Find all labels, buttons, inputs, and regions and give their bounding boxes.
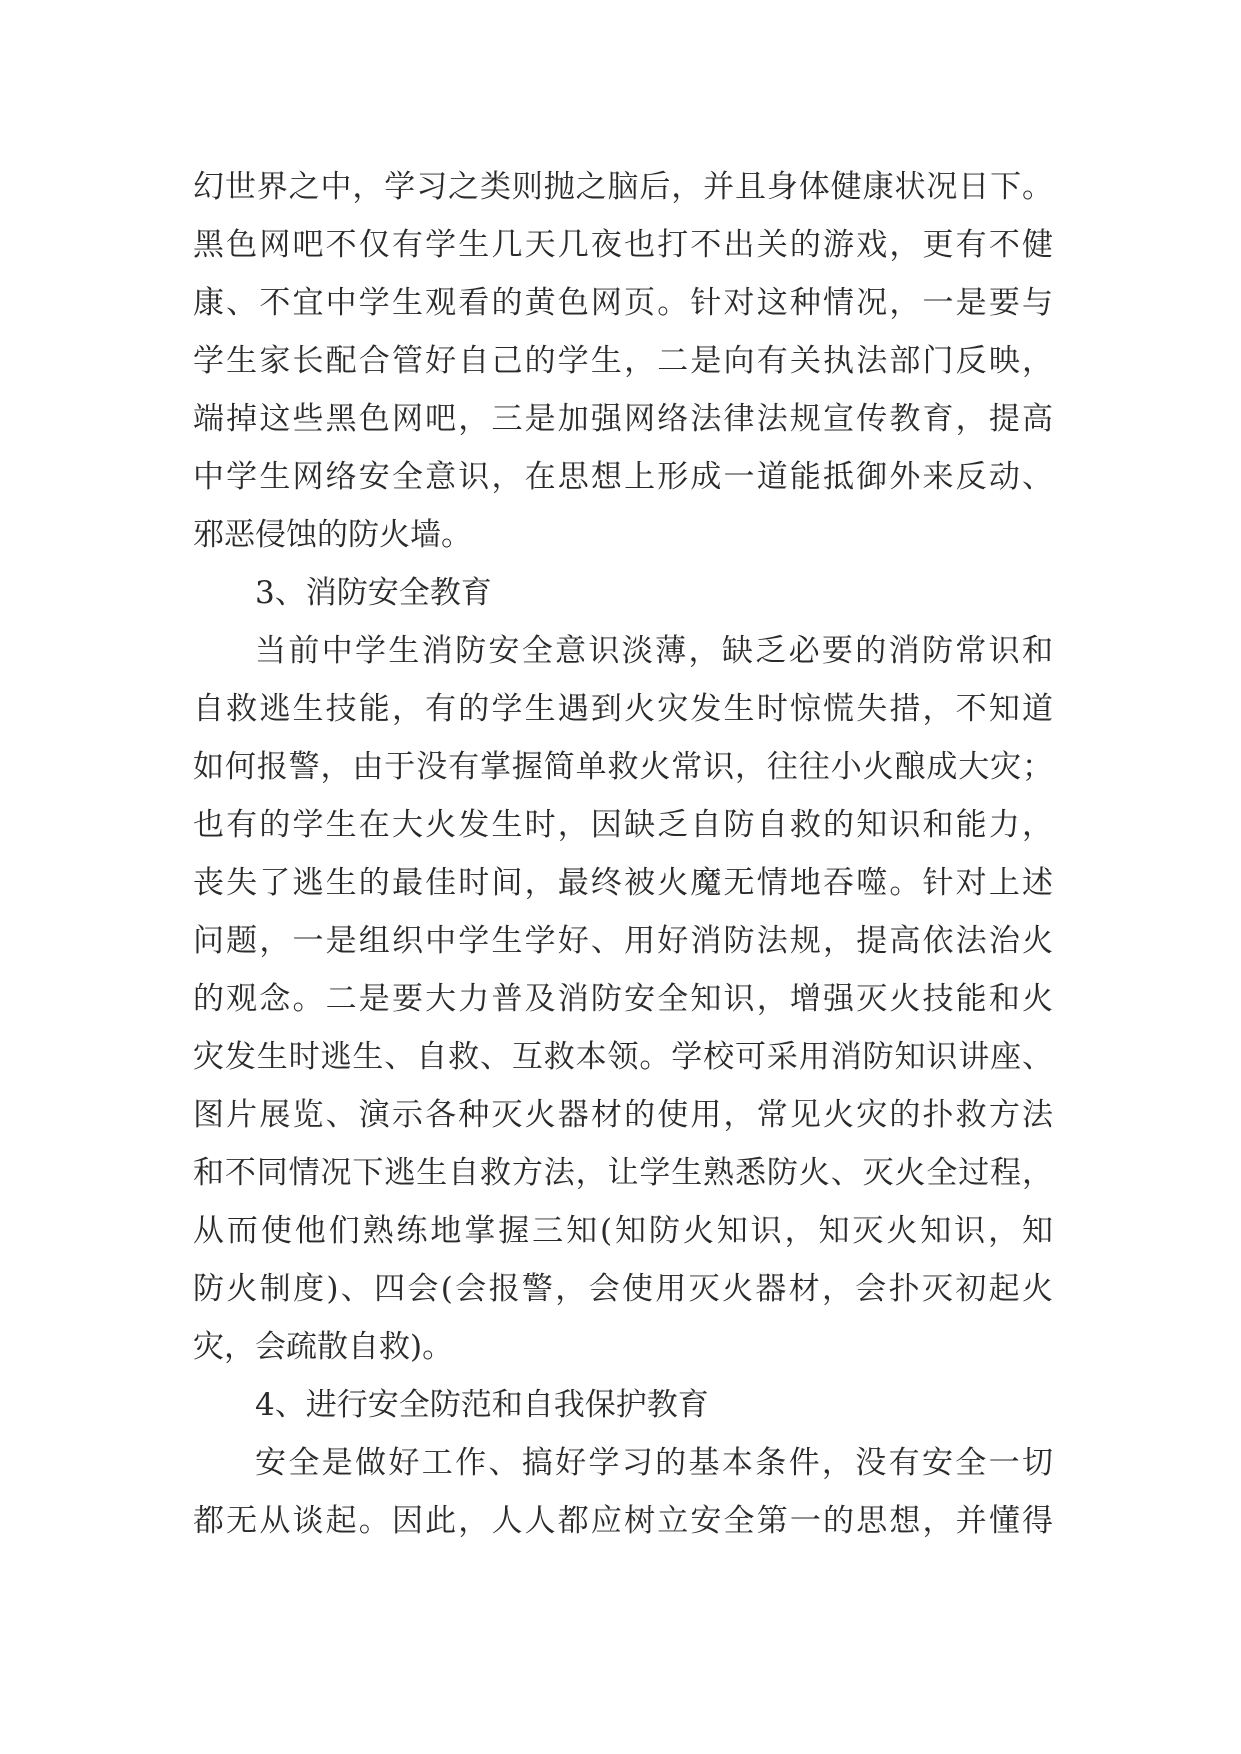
text-line: 端掉这些黑色网吧，三是加强网络法律法规宣传教育，提高 [193,401,1053,437]
text-line: 丧失了逃生的最佳时间，最终被火魔无情地吞噬。针对上述 [193,865,1053,901]
text-line: 当前中学生消防安全意识淡薄，缺乏必要的消防常识和 [255,633,1053,669]
text-line: 和不同情况下逃生自救方法，让学生熟悉防火、灭火全过程， [193,1155,1053,1191]
section-heading: 4、进行安全防范和自我保护教育 [255,1387,709,1423]
text-line: 中学生网络安全意识，在思想上形成一道能抵御外来反动、 [193,459,1053,495]
text-line: 图片展览、演示各种灭火器材的使用，常见火灾的扑救方法 [193,1097,1053,1133]
text-line: 康、不宜中学生观看的黄色网页。针对这种情况，一是要与 [193,285,1053,321]
text-line: 自救逃生技能，有的学生遇到火灾发生时惊慌失措，不知道 [193,691,1053,727]
text-line: 问题，一是组织中学生学好、用好消防法规，提高依法治火 [193,923,1053,959]
text-line: 灾，会疏散自救)。 [193,1329,454,1365]
document-body [193,158,1053,1550]
text-line: 黑色网吧不仅有学生几天几夜也打不出关的游戏，更有不健 [193,227,1053,263]
text-line: 如何报警，由于没有掌握简单救火常识，往往小火酿成大灾； [193,749,1053,785]
text-line: 安全是做好工作、搞好学习的基本条件，没有安全一切 [255,1445,1053,1481]
section-heading: 3、消防安全教育 [255,575,492,611]
text-line: 幻世界之中，学习之类则抛之脑后，并且身体健康状况日下。 [193,169,1053,205]
text-line: 从而使他们熟练地掌握三知(知防火知识，知灭火知识，知 [193,1213,1053,1249]
text-line: 都无从谈起。因此，人人都应树立安全第一的思想，并懂得 [193,1503,1053,1539]
text-line: 防火制度)、四会(会报警，会使用灭火器材，会扑灭初起火 [193,1271,1053,1307]
text-line: 灾发生时逃生、自救、互救本领。学校可采用消防知识讲座、 [193,1039,1053,1075]
text-line: 学生家长配合管好自己的学生，二是向有关执法部门反映， [193,343,1053,379]
text-line: 邪恶侵蚀的防火墙。 [193,517,472,553]
text-line: 的观念。二是要大力普及消防安全知识，增强灭火技能和火 [193,981,1053,1017]
text-line: 也有的学生在大火发生时，因缺乏自防自救的知识和能力， [193,807,1053,843]
